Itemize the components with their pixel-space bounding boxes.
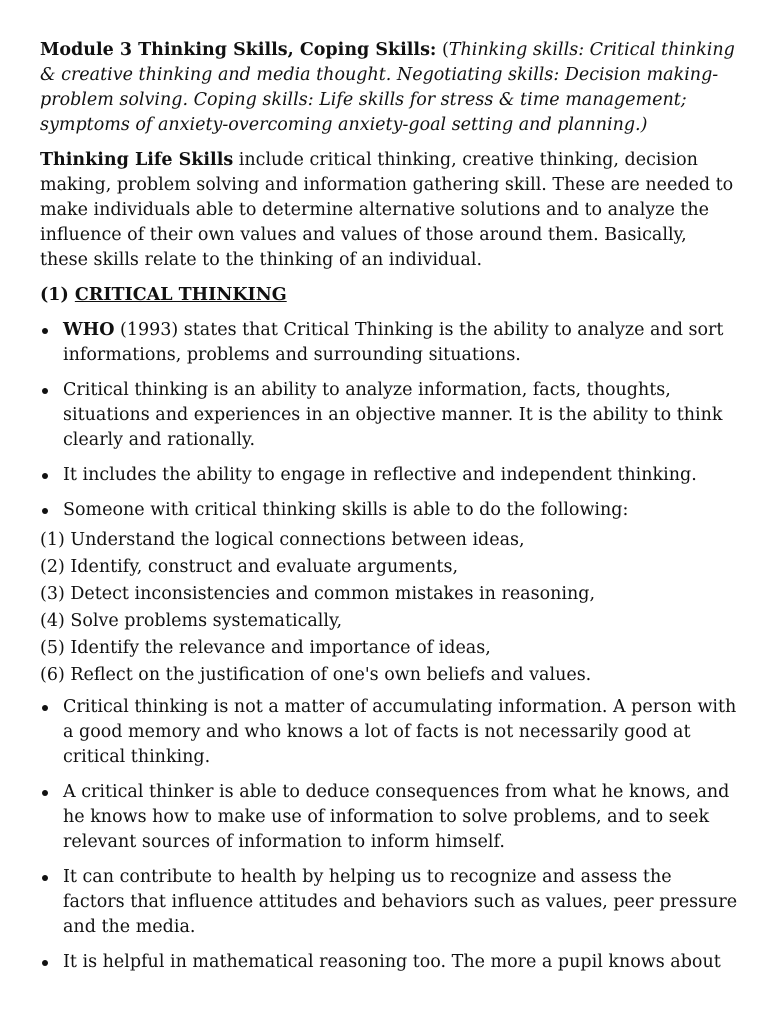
bullet-item <box>40 498 738 523</box>
bullet-text: Critical thinking is an ability to analyze information, facts, thoughts, situations and experiences in an objective manner. It is the ability to think clearly and rationally. <box>63 380 723 450</box>
intro-term: Thinking Life Skills <box>40 150 234 170</box>
bullet-text: Someone with critical thinking skills is able to do the following: <box>63 500 629 520</box>
bullet-item: It can contribute to health by helping us to recognize and assess the factors that influence attitudes and behaviors such as values, peer pressure and the media. <box>40 865 738 940</box>
bullet-bold: WHO <box>63 320 115 340</box>
bullet-list-bottom <box>40 695 738 975</box>
numbered-item: (1) Understand the logical connections between ideas, <box>40 530 525 550</box>
bullet-list-top <box>40 318 738 523</box>
bullet-item <box>40 463 738 488</box>
section-number: (1) <box>40 285 75 305</box>
module-topics: Thinking skills: Critical thinking & creative thinking and media thought. Negotiating skills: Decision making-problem solving. Coping skills: Life skills for stress & time management; symptoms of anxiety-overcoming anxiety-goal setting and planning.) <box>40 40 735 135</box>
bullet-item <box>40 318 738 368</box>
numbered-item: (5) Identify the relevance and importance of ideas, <box>40 638 491 658</box>
bullet-item: Critical thinking is not a matter of accumulating information. A person with a good memory and who knows a lot of facts is not necessarily good at critical thinking. <box>40 695 738 770</box>
numbered-list <box>40 527 738 689</box>
section-heading <box>40 283 738 308</box>
intro-text: include critical thinking, creative thinking, decision making, problem solving and information gathering skill. These are needed to make individuals able to determine alternative solutions and to analyze the influence of their own values and values of those around them. Basically, these skills relate to the thinking of an individual. <box>40 150 734 270</box>
numbered-item: (3) Detect inconsistencies and common mistakes in reasoning, <box>40 584 596 604</box>
module-header <box>40 38 738 138</box>
numbered-item: (2) Identify, construct and evaluate arguments, <box>40 557 459 577</box>
bullet-text: (1993) states that Critical Thinking is the ability to analyze and sort informations, problems and surrounding situations. <box>63 320 724 365</box>
module-title: Module 3 Thinking Skills, Coping Skills: <box>40 40 437 60</box>
bullet-item: A critical thinker is able to deduce consequences from what he knows, and he knows how to make use of information to solve problems, and to seek relevant sources of information to inform himself. <box>40 780 738 855</box>
bullet-text: It includes the ability to engage in reflective and independent thinking. <box>63 465 697 485</box>
bullet-item <box>40 378 738 453</box>
section-title: CRITICAL THINKING <box>74 285 287 305</box>
bullet-item: It is helpful in mathematical reasoning too. The more a pupil knows about <box>40 950 738 975</box>
module-open-paren: ( <box>441 40 449 60</box>
numbered-item: (6) Reflect on the justification of one's own beliefs and values. <box>40 665 592 685</box>
numbered-item: (4) Solve problems systematically, <box>40 611 343 631</box>
intro-paragraph <box>40 148 738 273</box>
